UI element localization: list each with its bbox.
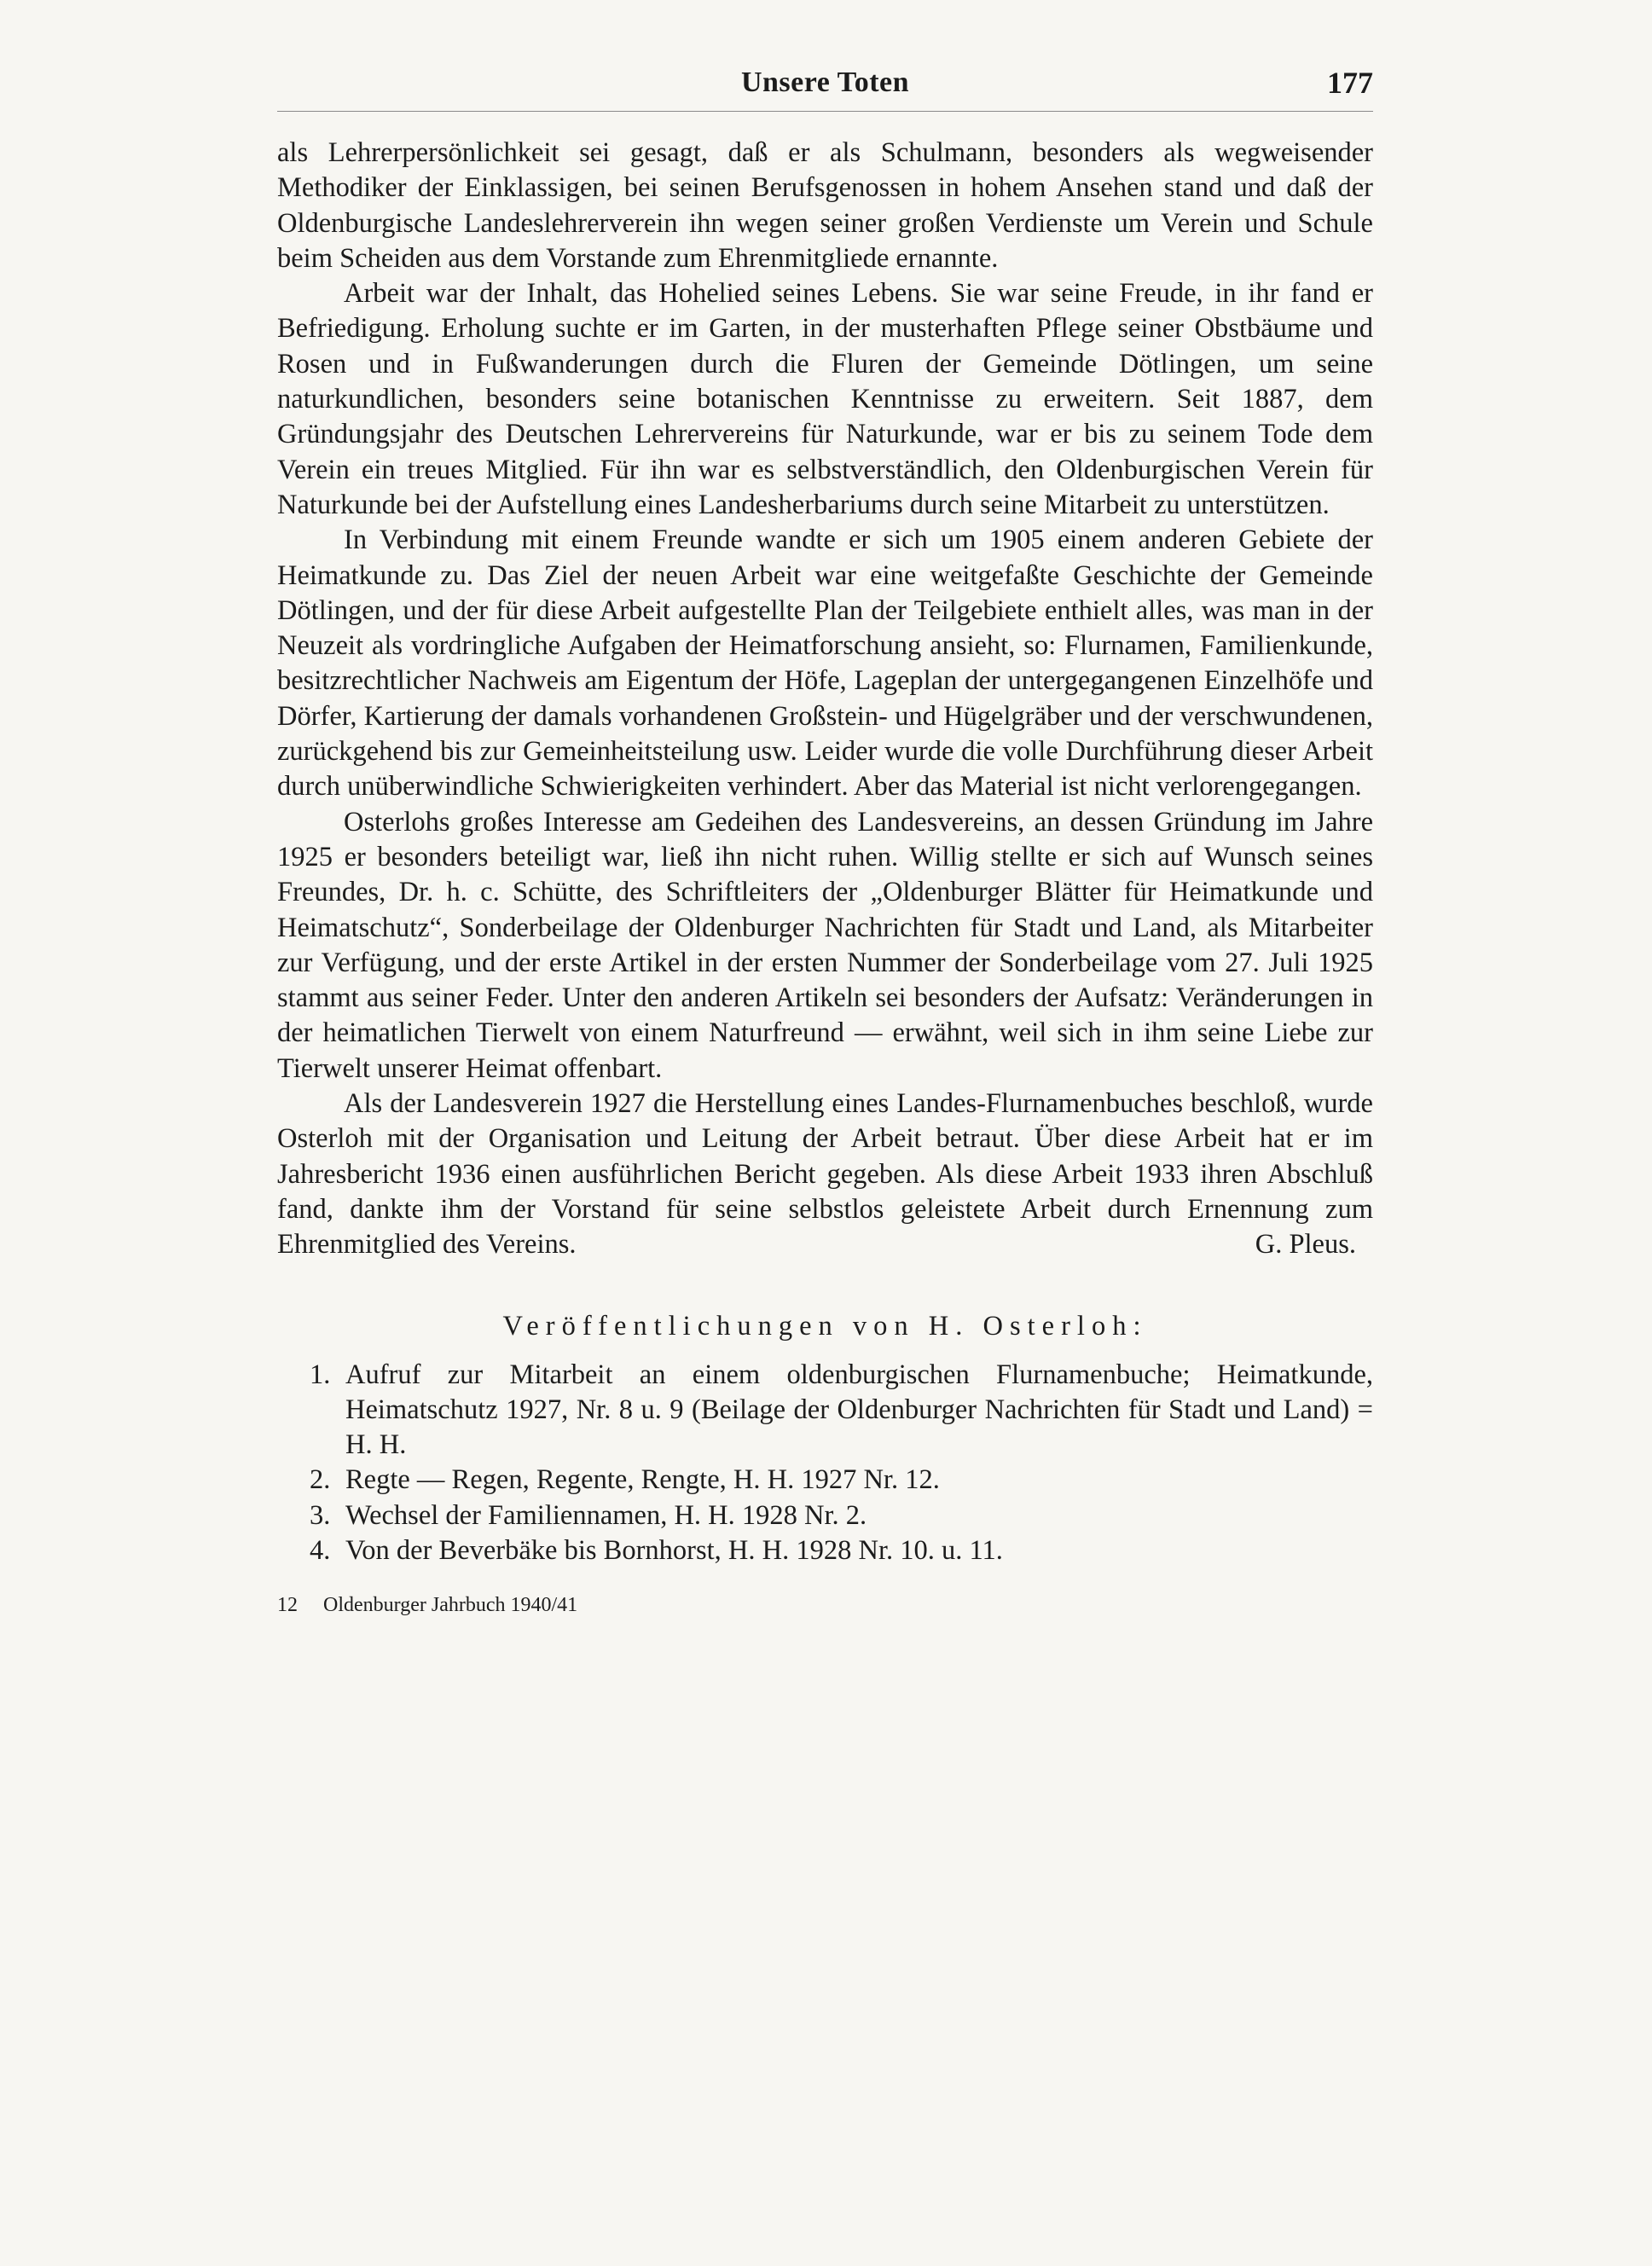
paragraph: Arbeit war der Inhalt, das Hohelied seines Lebens. Sie war seine Freude, in ihr fand er Befriedigung. Erholung suchte er im Garten, in der musterhaften Pflege seiner Obstbäume und Rosen und in Fußwanderungen durch die Fluren der Gemeinde Dötlingen, um seine naturkundlichen, besonders seine botanischen Kenntnisse zu erweitern. Seit 1887, dem Gründungsjahr des Deutschen Lehrervereins für Naturkunde, war er bis zu seinem Tode dem Verein ein treues Mitglied. Für ihn war es selbstverständlich, den Oldenburgischen Verein für Naturkunde bei der Aufstellung eines Landesherbariums durch seine Mitarbeit zu unterstützen. bbox=[277, 278, 1373, 520]
list-item-text: Wechsel der Familiennamen, H. H. 1928 Nr. 2. bbox=[345, 1499, 867, 1531]
document-page bbox=[277, 51, 1373, 1617]
body-text bbox=[277, 136, 1373, 1263]
list-item bbox=[310, 1358, 1373, 1463]
list-item bbox=[310, 1463, 1373, 1498]
list-item-text: Von der Beverbäke bis Bornhorst, H. H. 1928 Nr. 10. u. 11. bbox=[345, 1534, 1003, 1566]
list-item bbox=[310, 1533, 1373, 1568]
paragraph: Osterlohs großes Interesse am Gedeihen des Landesvereins, an dessen Gründung im Jahre 1925 er besonders beteiligt war, ließ ihn nicht ruhen. Willig stellte er sich auf Wunsch seines Freundes, Dr. h. c. Schütte, des Schriftleiters der „Oldenburger Blätter für Heimatkunde und Heimatschutz“, Sonderbeilage der Oldenburger Nachrichten für Stadt und Land, als Mitarbeiter zur Verfügung, und der erste Artikel in der ersten Nummer der Sonderbeilage vom 27. Juli 1925 stammt aus seiner Feder. Unter den anderen Artikeln sei besonders der Aufsatz: Veränderungen in der heimatlichen Tierwelt von einem Naturfreund — erwähnt, weil sich in ihm seine Liebe zur Tierwelt unserer Heimat offenbart. bbox=[277, 806, 1373, 1084]
page-footer bbox=[277, 1594, 1373, 1617]
running-head bbox=[277, 51, 1373, 112]
list-item-number: 4. bbox=[310, 1534, 331, 1566]
list-item-text: Regte — Regen, Regente, Rengte, H. H. 1927 Nr. 12. bbox=[345, 1464, 940, 1496]
final-paragraph-text: Als der Landesverein 1927 die Herstellung eines Landes-Flurnamenbuches beschloß, wurde Osterloh mit der Organisation und Leitung der Arbeit betraut. Über diese Arbeit hat er im Jahresbericht 1936 einen ausführlichen Bericht gegeben. Als diese Arbeit 1933 ihren Abschluß fand, dankte ihm der Vorstand für seine selbstlos geleistete Arbeit durch Ernennung zum Ehrenmitglied des Vereins. bbox=[277, 1088, 1373, 1260]
final-paragraph bbox=[277, 1087, 1373, 1262]
publications-heading: Veröffentlichungen von H. Osterloh: bbox=[502, 1310, 1148, 1342]
list-item-number: 1. bbox=[310, 1359, 331, 1390]
list-item bbox=[310, 1498, 1373, 1533]
page-number: 177 bbox=[1327, 66, 1373, 100]
journal-title: Oldenburger Jahrbuch 1940/41 bbox=[323, 1594, 578, 1617]
list-item-text: Aufruf zur Mitarbeit an einem oldenburgischen Flurnamenbuche; Heimatkunde, Heimatschutz 1927, Nr. 8 u. 9 (Beilage der Oldenburger Nachrichten für Stadt und Land) = H. H. bbox=[345, 1359, 1373, 1461]
paragraph: In Verbindung mit einem Freunde wandte er sich um 1905 einem anderen Gebiete der Heimatkunde zu. Das Ziel der neuen Arbeit war eine weitgefaßte Geschichte der Gemeinde Dötlingen, und der für diese Arbeit aufgestellte Plan der Teilgebiete enthielt alles, was man in der Neuzeit als vordringliche Aufgaben der Heimatforschung ansieht, so: Flurnamen, Familienkunde, besitzrechtlicher Nachweis am Eigentum der Höfe, Lageplan der untergegangenen Einzelhöfe und Dörfer, Kartierung der damals vorhandenen Großstein- und Hügelgräber und der verschwundenen, zurückgehend bis zur Gemeinheitsteilung usw. Leider wurde die volle Durchführung dieser Arbeit durch unüberwindliche Schwierigkeiten verhindert. Aber das Material ist nicht verlorengegangen. bbox=[277, 524, 1373, 803]
list-item-number: 2. bbox=[310, 1464, 331, 1496]
list-item-number: 3. bbox=[310, 1499, 331, 1531]
paragraph: als Lehrerpersönlichkeit sei gesagt, daß er als Schulmann, besonders als wegweisender Methodiker der Einklassigen, bei seinen Berufsgenossen in hohem Ansehen stand und daß der Oldenburgische Landeslehrerverein ihn wegen seiner großen Verdienste um Verein und Schule beim Scheiden aus dem Vorstande zum Ehrenmitgliede ernannte. bbox=[277, 137, 1373, 274]
author-signature: G. Pleus. bbox=[1255, 1229, 1356, 1260]
running-title: Unsere Toten bbox=[740, 67, 910, 98]
publications-list bbox=[277, 1358, 1373, 1569]
signature-number: 12 bbox=[277, 1594, 298, 1617]
